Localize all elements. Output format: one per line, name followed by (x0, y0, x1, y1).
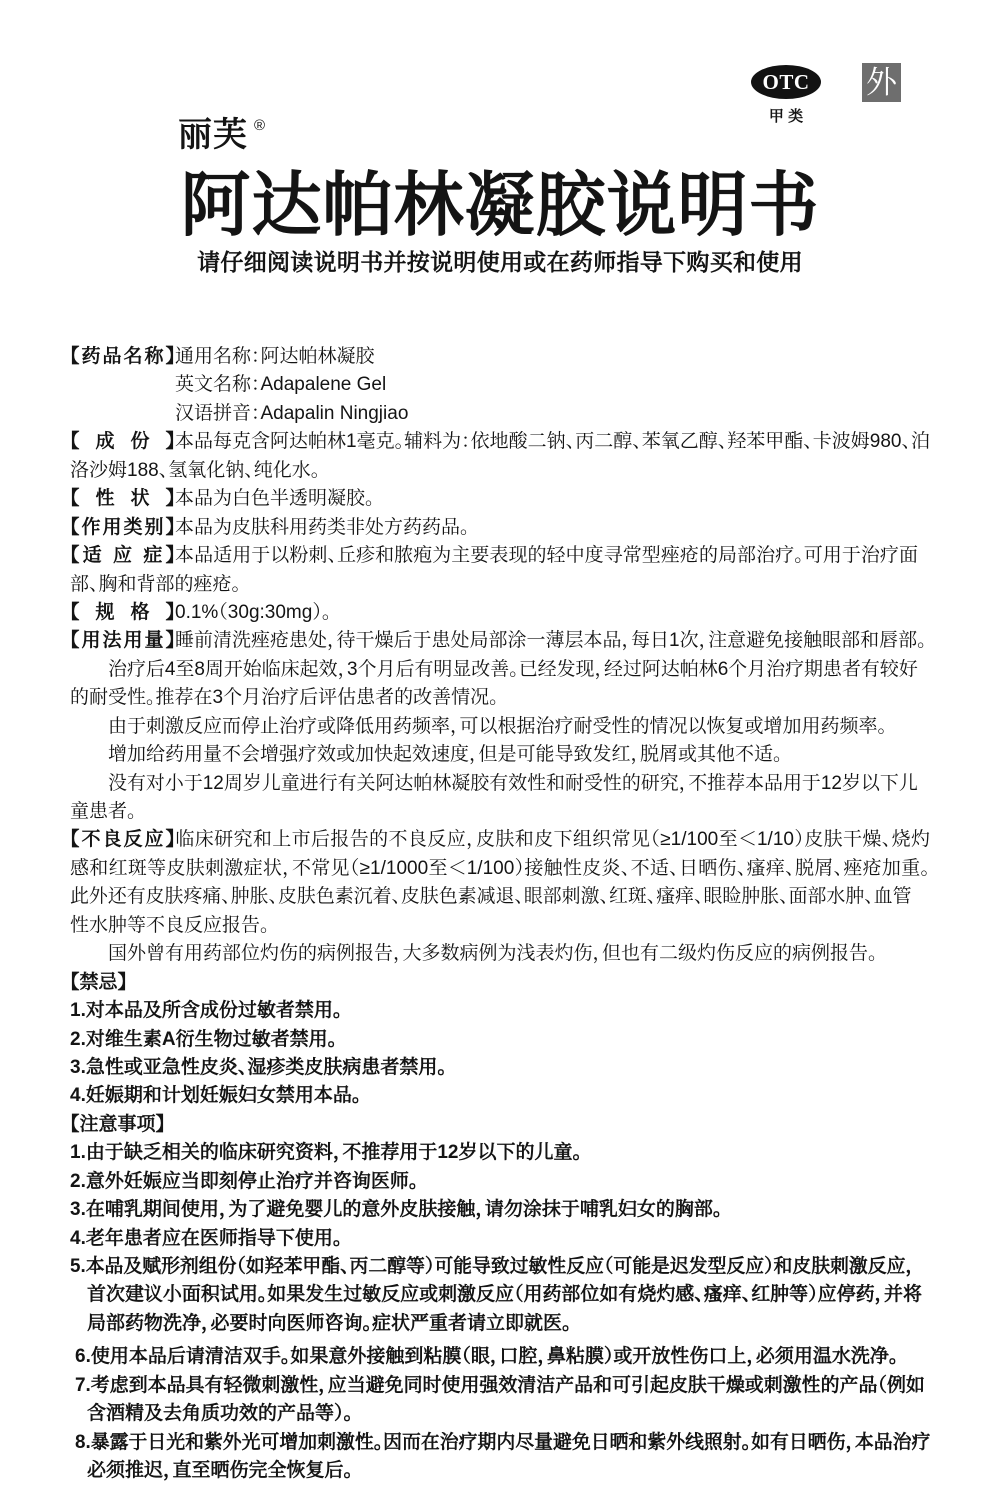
specification-text: 0.1%（30g:30mg）。 (175, 601, 332, 623)
ingredients-row (70, 428, 930, 456)
adverse-reactions-text-continued: 此外还有皮肤疼痛、肿胀、皮肤色素沉着、皮肤色素减退、眼部刺激、红斑、瘙痒、眼睑肿胀、面部水肿、血管 (70, 886, 912, 908)
otc-logo: OTC (751, 65, 821, 99)
precaution-item-continued: 局部药物洗净，必要时向医师咨询。症状严重者请立即就医。 (87, 1312, 572, 1334)
category-row (70, 514, 930, 542)
drug-english-name: 英文名称：Adapalene Gel (175, 374, 387, 396)
adverse-reactions-text: 临床研究和上市后报告的不良反应，皮肤和皮下组织常见（≥1/100至＜1/10）皮肤干燥、烧灼 (175, 829, 930, 851)
dosage-paragraph-irritation: 由于刺激反应而停止治疗或降低用药频率，可以根据治疗耐受性的情况以恢复或增加用药频率。 (108, 715, 888, 737)
precaution-item: 3.在哺乳期间使用，为了避免婴儿的意外皮肤接触，请勿涂抹于哺乳妇女的胸部。 (70, 1199, 723, 1221)
precaution-item: 1.由于缺乏相关的临床研究资料，不推荐用于12岁以下的儿童。 (70, 1142, 582, 1164)
section-label-dosage: 【用法用量】 (70, 630, 175, 652)
drug-name-row (70, 343, 930, 371)
contraindication-item: 2.对维生素A衍生物过敏者禁用。 (70, 1028, 338, 1050)
precaution-item: 4.老年患者应在医师指导下使用。 (70, 1227, 343, 1249)
precaution-item: 8.暴露于日光和紫外光可增加刺激性。因而在治疗期内尽量避免日晒和紫外线照射。如有日晒伤，本品治疗 (75, 1431, 931, 1453)
indications-row (70, 542, 918, 570)
contraindication-item: 1.对本品及所含成份过敏者禁用。 (70, 1000, 343, 1022)
dosage-row (70, 627, 930, 655)
precaution-item: 6.使用本品后请清洁双手。如果意外接触到粘膜（眼，口腔，鼻粘膜）或开放性伤口上，必须用温水洗净。 (75, 1346, 899, 1368)
adverse-reactions-text-continued: 性水肿等不良反应报告。 (70, 914, 270, 936)
indications-text: 本品适用于以粉刺、丘疹和脓疱为主要表现的轻中度寻常型痤疮的局部治疗。可用于治疗面 (175, 545, 918, 567)
precaution-item: 2.意外妊娠应当即刻停止治疗并咨询医师。 (70, 1170, 419, 1192)
section-heading-precautions: 【注意事项】 (70, 1113, 166, 1135)
specification-row (70, 599, 930, 627)
section-label-ingredients: 【 成 份 】 (70, 431, 175, 453)
dosage-paragraph-children-continued: 童患者。 (70, 801, 137, 822)
document-title: 阿达帕林凝胶说明书 (180, 166, 820, 244)
section-label-adverse-reactions: 【不良反应】 (70, 829, 175, 851)
precaution-item-continued: 首次建议小面积试用。如果发生过敏反应或刺激反应（用药部位如有烧灼感、瘙痒、红肿等）应停药，并将 (87, 1284, 923, 1306)
ingredients-text: 本品每克含阿达帕林1毫克。辅料为：依地酸二钠、丙二醇、苯氧乙醇、羟苯甲酯、卡波姆980、泊 (175, 431, 930, 453)
section-label-drug-name: 【药品名称】 (70, 346, 175, 367)
precaution-item-continued: 含酒精及去角质功效的产品等）。 (87, 1403, 354, 1425)
precaution-item-continued: 必须推迟，直至晒伤完全恢复后。 (87, 1460, 354, 1482)
dosage-paragraph-onset: 治疗后4至8周开始临床起效，3个月后有明显改善。已经发现，经过阿达帕林6个月治疗期患者有较好 (108, 658, 918, 680)
contraindication-item: 4.妊娠期和计划妊娠妇女禁用本品。 (70, 1085, 362, 1107)
brand-name: 丽芙 (178, 116, 248, 154)
dosage-paragraph-onset-continued: 的耐受性。推荐在3个月治疗后评估患者的改善情况。 (70, 687, 499, 709)
ingredients-text-continued: 洛沙姆188、氢氧化钠、纯化水。 (70, 459, 321, 481)
adverse-reactions-row (70, 826, 930, 854)
contraindication-item: 3.急性或亚急性皮炎、湿疹类皮肤病患者禁用。 (70, 1056, 447, 1078)
reading-notice: 请仔细阅读说明书并按说明使用或在药师指导下购买和使用 (197, 249, 803, 275)
section-label-specification: 【 规 格 】 (70, 601, 175, 623)
section-heading-contraindications: 【禁忌】 (70, 971, 128, 993)
registered-mark: ® (254, 117, 266, 134)
external-use-badge: 外 (862, 63, 901, 102)
section-label-indications: 【适 应 症】 (70, 545, 175, 567)
precaution-item: 7.考虑到本品具有轻微刺激性，应当避免同时使用强效清洁产品和可引起皮肤干燥或刺激性的产品（例如 (75, 1374, 925, 1396)
indications-text-continued: 部、胸和背部的痤疮。 (70, 573, 242, 595)
category-text: 本品为皮肤科用药类非处方药药品。 (175, 516, 470, 538)
otc-class-label: 甲 类 (768, 108, 804, 125)
drug-pinyin-name: 汉语拼音：Adapalin Ningjiao (175, 402, 409, 424)
adverse-reactions-text-continued: 感和红斑等皮肤刺激症状，不常见（≥1/1000至＜1/100）接触性皮炎、不适、日晒伤、瘙痒、脱屑、痤疮加重。 (70, 857, 930, 879)
section-label-category: 【作用类别】 (70, 516, 175, 538)
adverse-reactions-overseas-report: 国外曾有用药部位灼伤的病例报告，大多数病例为浅表灼伤，但也有二级灼伤反应的病例报告。 (108, 943, 878, 965)
dosage-text: 睡前清洗痤疮患处，待干燥后于患处局部涂一薄层本品，每日1次，注意避免接触眼部和唇部。 (175, 630, 927, 652)
leaflet-body (0, 343, 1000, 1486)
description-row (70, 485, 930, 513)
precaution-item: 5.本品及赋形剂组份（如羟苯甲酯、丙二醇等）可能导致过敏性反应（可能是迟发型反应）和皮肤刺激反应， (70, 1256, 915, 1277)
dosage-paragraph-amount: 增加给药用量不会增强疗效或加快起效速度，但是可能导致发红，脱屑或其他不适。 (108, 744, 783, 766)
dosage-paragraph-children: 没有对小于12周岁儿童进行有关阿达帕林凝胶有效性和耐受性的研究，不推荐本品用于12岁以下儿 (108, 772, 918, 794)
section-label-description: 【 性 状 】 (70, 488, 175, 510)
description-text: 本品为白色半透明凝胶。 (175, 488, 375, 510)
drug-generic-name: 通用名称：阿达帕林凝胶 (175, 346, 375, 367)
